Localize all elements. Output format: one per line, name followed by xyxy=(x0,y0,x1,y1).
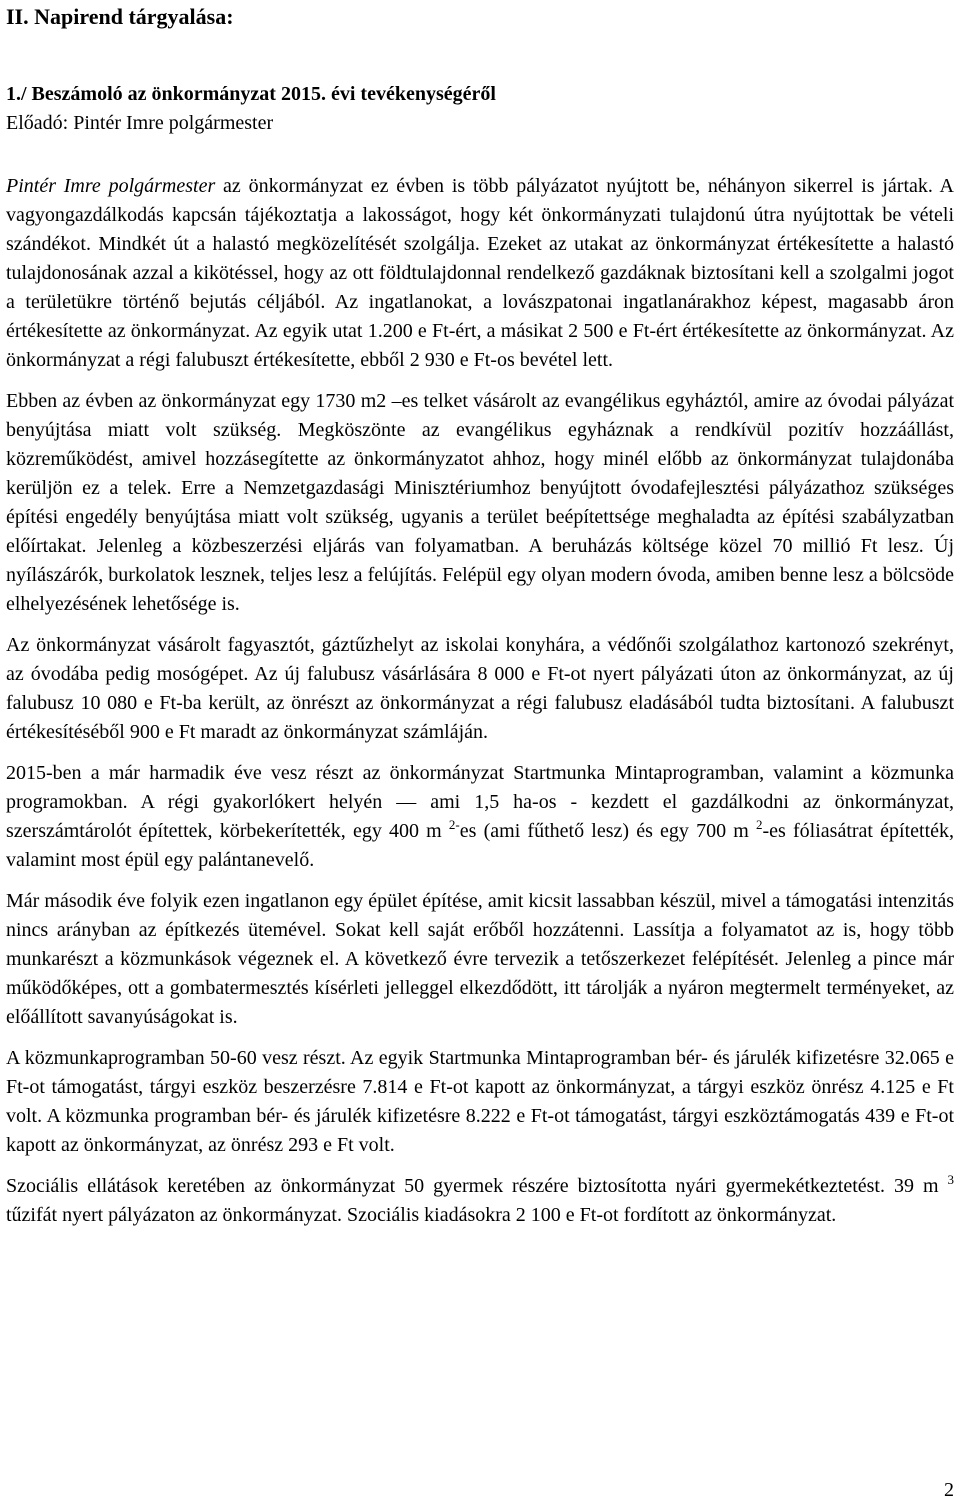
superscript-3: 3 xyxy=(947,1172,954,1187)
paragraph-7-text-a: Szociális ellátások keretében az önkormányzat 50 gyermek részére biztosította nyári gyermekétkeztetést. 39 m xyxy=(6,1175,948,1197)
speaker-name: Pintér Imre polgármester xyxy=(6,175,216,197)
paragraph-4-text-b: es (ami fűthető lesz) és egy 700 m xyxy=(459,820,757,842)
agenda-item-title: 1./ Beszámoló az önkormányzat 2015. évi tevékenységéről xyxy=(6,83,496,105)
paragraph-3: Az önkormányzat vásárolt fagyasztót, gáztűzhelyt az iskolai konyhára, a védőnői szolgálathoz kartonozó szekrényt, az óvodába pedig mosógépet. Az új falubusz vásárlására 8 000 e Ft-ot nyert pályázati úton az önkormányzat, az új falubusz 10 080 e Ft-ba került, az önrészt az önkormányzat a régi falubusz eladásából tudta biztosítani. A falubuszt értékesítéséből 900 e Ft maradt az önkormányzat számláján. xyxy=(6,634,954,743)
superscript-2: 2 xyxy=(756,817,763,832)
document-page xyxy=(6,0,954,1230)
section-title: II. Napirend tárgyalása: xyxy=(6,4,234,29)
paragraph-5: Már második éve folyik ezen ingatlanon egy épület építése, amit kicsit lassabban készül, mivel a támogatási intenzitás nincs arányban az építkezés ütemével. Sokat kell saját erőből hozzátenni. Lassítja a folyamatot az is, hogy több munkarészt a közmunkások végeznek el. A következő évre tervezik a tetőszerkezet felépítését. Jelenleg a pince már működőképes, ott a gombatermesztés kísérleti jelleggel elkezdődött, itt tárolják a nyáron megtermelt terményeket, az előállított savanyúságokat is. xyxy=(6,890,954,1028)
presenter-line: Előadó: Pintér Imre polgármester xyxy=(6,112,274,134)
paragraph-4-text-c: -es fóliasátrat építették, valamint most épül egy palántanevelő. xyxy=(6,820,955,871)
paragraph-2: Ebben az évben az önkormányzat egy 1730 m2 –es telket vásárolt az evangélikus egyháztól, amire az óvodai pályázat benyújtása miatt volt szükség. Megköszönte az evangélikus egyháznak a rendkívül pozitív hozzáállást, közreműködést, amivel hozzásegítette az önkormányzatot ahhoz, hogy minél előbb az önkormányzat tulajdonába kerüljön ez a telek. Erre a Nemzetgazdasági Minisztériumhoz benyújtott óvodafejlesztési pályázathoz szükséges építési engedély benyújtása miatt volt szükség, ugyanis a terület beépítettsége meghaladta az építési szabályzatban előírtakat. Jelenleg a közbeszerzési eljárás van folyamatban. A beruházás költsége közel 70 millió Ft lesz. Új nyílászárók, burkolatok lesznek, teljes lesz a felújítás. Felépül egy olyan modern óvoda, amiben benne lesz a bölcsöde elhelyezésének lehetősége is. xyxy=(6,390,954,615)
paragraph-6: A közmunkaprogramban 50-60 vesz részt. Az egyik Startmunka Mintaprogramban bér- és járulék kifizetésre 32.065 e Ft-ot támogatást, tárgyi eszköz beszerzésre 7.814 e Ft-ot kapott az önkormányzat, a tárgyi eszköz önrész 4.125 e Ft volt. A közmunka programban bér- és járulék kifizetésre 8.222 e Ft-ot támogatást, tárgyi eszköztámogatás 439 e Ft-ot kapott az önkormányzat, az önrész 293 e Ft volt. xyxy=(6,1047,954,1156)
paragraph-7 xyxy=(6,1172,954,1230)
superscript-1: 2- xyxy=(448,817,460,832)
page-number: 2 xyxy=(944,1479,954,1501)
paragraph-1-text: az önkormányzat ez évben is több pályázatot nyújtott be, néhányon sikerrel is jártak. A vagyongazdálkodás kapcsán tájékoztatja a lakosságot, hogy két önkormányzati tulajdonú útra nyújtottak be vételi szándékot. Mindkét út a halastó megközelítését szolgálja. Ezeket az utakat az önkormányzat értékesítette a halastó tulajdonosának azzal a kikötéssel, hogy az ott földtulajdonnal rendelkező gazdáknak biztosítani kell a szolgalmi jogot a területükre történő bejutás céljából. Az ingatlanokat, a lovászpatonai ingatlanárakhoz képest, magasabb áron értékesítette az önkormányzat. Az egyik utat 1.200 e Ft-ért, a másikat 2 500 e Ft-ért értékesítette az önkormányzat. Az önkormányzat a régi falubuszt értékesítette, ebből 2 930 e Ft-os bevétel lett. xyxy=(6,175,955,371)
paragraph-4-text-a: 2015-ben a már harmadik éve vesz részt az önkormányzat Startmunka Mintaprogramban, valamint a közmunka programokban. A régi gyakorlókert helyén — ami 1,5 ha-os - kezdett el gazdálkodni az önkormányzat, szerszámtárolót építettek, körbekerítették, egy 400 m xyxy=(6,762,954,842)
paragraph-4 xyxy=(6,759,954,875)
paragraph-7-text-b: tűzifát nyert pályázaton az önkormányzat. Szociális kiadásokra 2 100 e Ft-ot fordított az önkormányzat. xyxy=(6,1204,837,1226)
paragraph-1 xyxy=(6,172,954,375)
